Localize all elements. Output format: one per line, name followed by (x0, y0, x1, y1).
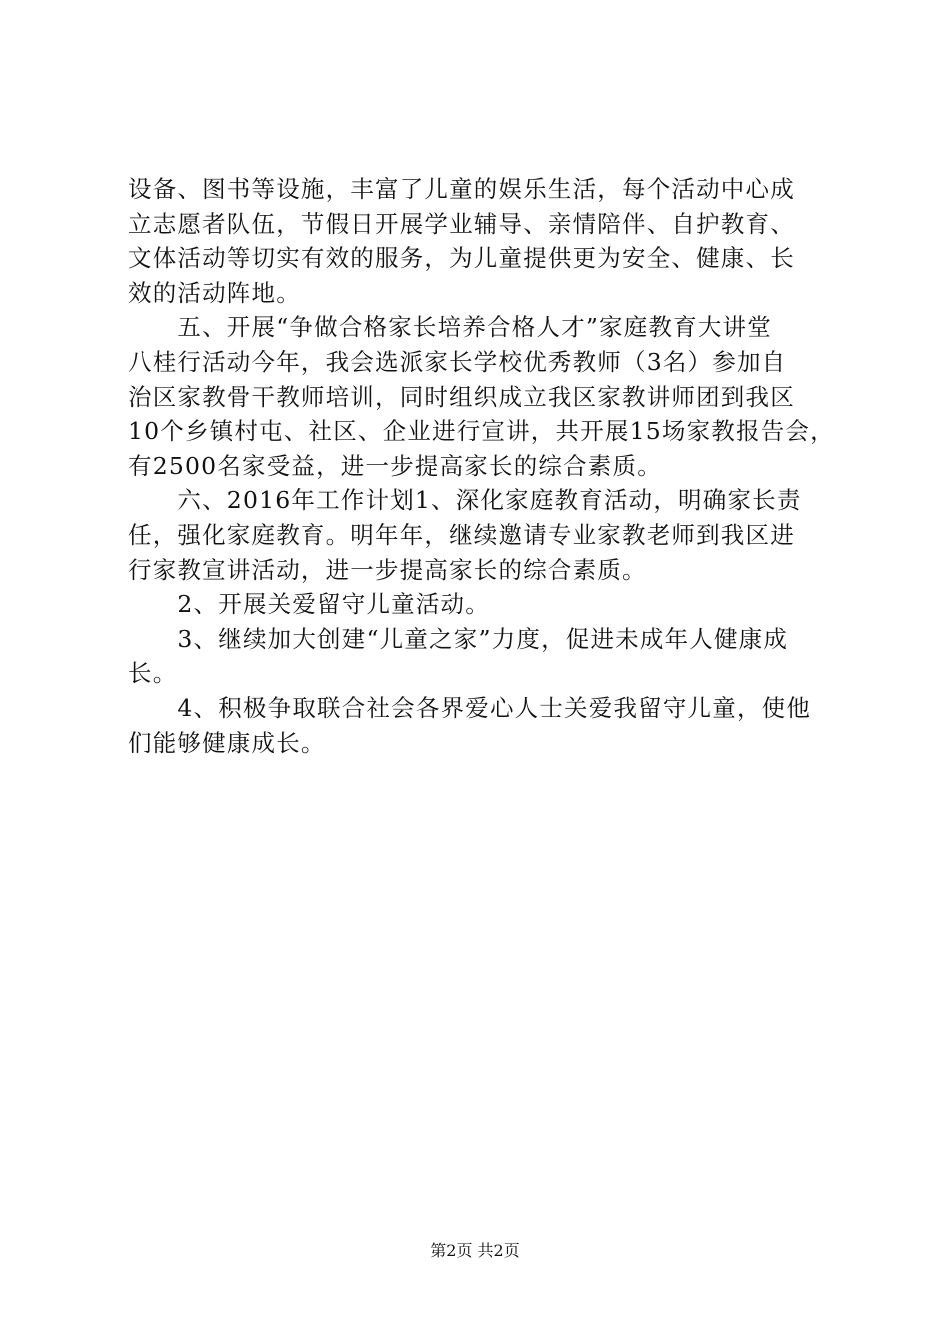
text-line: 治区家教骨干教师培训，同时组织成立我区家教讲师团到我区 (128, 382, 795, 411)
page-footer: 第2页 共2页 (430, 1241, 520, 1260)
text-line: 立志愿者队伍，节假日开展学业辅导、亲情陪伴、自护教育、 (128, 209, 795, 238)
text-line: 八桂行活动今年，我会选派家长学校优秀教师（3名）参加自 (128, 347, 787, 376)
text-line: 3、继续加大创建“儿童之家”力度，促进未成年人健康成 (128, 624, 789, 653)
text-line: 行家教宣讲活动，进一步提高家长的综合素质。 (128, 555, 647, 584)
text-line: 六、2016年工作计划1、深化家庭教育活动，明确家长责 (128, 486, 802, 515)
text-line: 4、积极争取联合社会各界爱心人士关爱我留守儿童，使他 (128, 693, 812, 722)
text-line: 任，强化家庭教育。明年年，继续邀请专业家教老师到我区进 (128, 520, 795, 549)
text-line: 们能够健康成长。 (128, 728, 326, 757)
text-line: 长。 (128, 659, 178, 688)
text-line: 文体活动等切实有效的服务，为儿童提供更为安全、健康、长 (128, 244, 795, 273)
text-line: 设备、图书等设施，丰富了儿童的娱乐生活，每个活动中心成 (128, 175, 795, 203)
text-line: 10个乡镇村屯、社区、企业进行宣讲，共开展15场家教报告会， (128, 417, 835, 446)
text-line: 2、开展关爱留守儿童活动。 (128, 590, 490, 619)
document-body (128, 172, 833, 760)
text-line: 五、开展“争做合格家长培养合格人才”家庭教育大讲堂 (128, 313, 772, 342)
text-line: 有2500名家受益，进一步提高家长的综合素质。 (128, 451, 662, 480)
text-line: 效的活动阵地。 (128, 278, 301, 307)
